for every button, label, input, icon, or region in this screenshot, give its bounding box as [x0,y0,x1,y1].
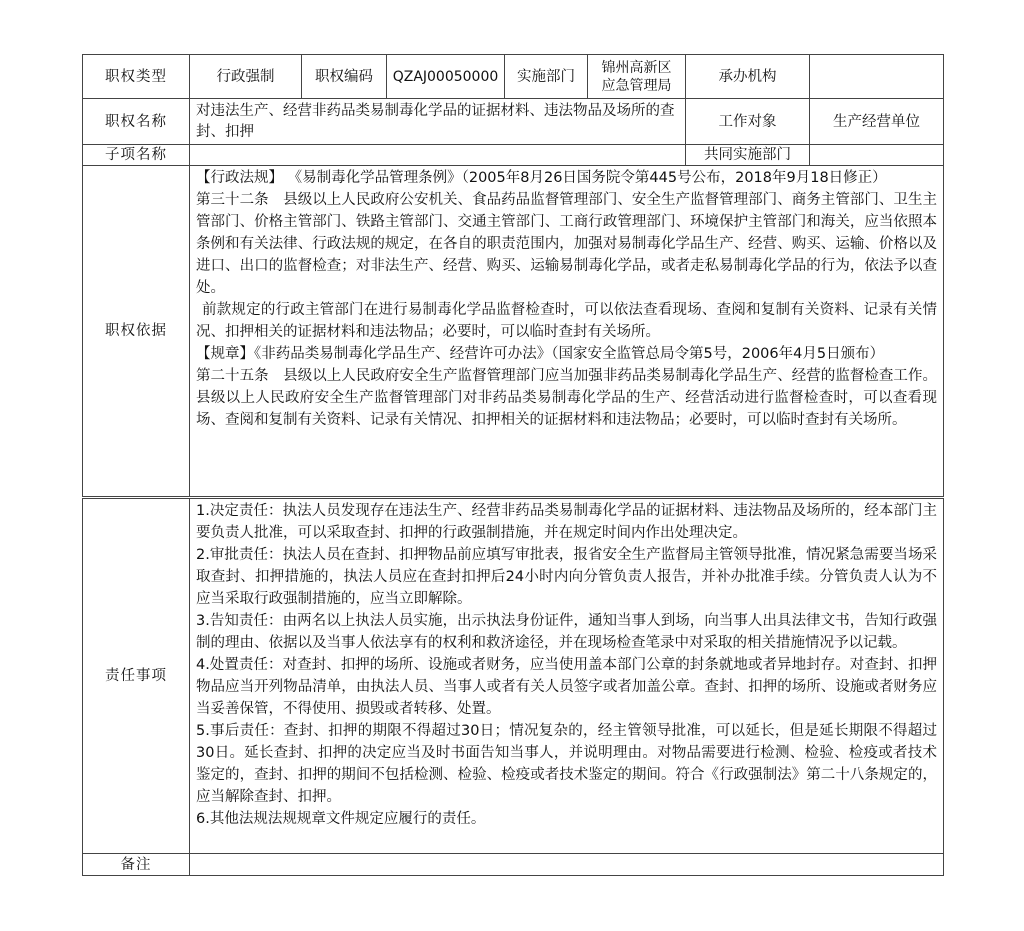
basis-paragraph: 【行政法规】 《易制毒化学品管理条例》（2005年8月26日国务院令第445号公布，2018年9月18日修正） [196,170,887,186]
duty-item: 5.事后责任：查封、扣押的期限不得超过30日；情况复杂的，经主管领导批准，可以延长，但是延长期限不得超过30日。延长查封、扣押的决定应当及时书面告知当事人，并说明理由。对物品需要进行检测、检验、检疫或者技术鉴定的，查封、扣押的期间不包括检测、检验、检疫或者技术鉴定的期间。符合《行政强制法》第二十八条规定的，应当解除查封、扣押。 [196,723,937,805]
row-basis [83,166,944,498]
basis-paragraph: 第二十五条 县级以上人民政府安全生产监督管理部门应当加强非药品类易制毒化学品生产、经营的监督检查工作。县级以上人民政府安全生产监督管理部门对非药品类易制毒化学品的生产、经营活动进行监督检查时，可以查看现场、查阅和复制有关资料、记录有关情况、扣押相关的证据材料和违法物品；必要时，可以临时查封有关场所。 [196,368,937,428]
basis-paragraph: 【规章】《非药品类易制毒化学品生产、经营许可办法》（国家安全监管总局令第5号，2006年4月5日颁布） [196,346,885,362]
dept-value: 锦州高新区应急管理局 [588,55,686,99]
duty-item: 1.决定责任：执法人员发现存在违法生产、经营非药品类易制毒化学品的证据材料、违法物品及场所的，经本部门主要负责人批准，可以采取查封、扣押的行政强制措施，并在规定时间内作出处理决定。 [196,503,937,541]
sub-value [190,145,686,166]
type-label: 职权类型 [83,55,190,99]
code-value: QZAJ00050000 [387,55,505,99]
org-value [810,55,944,99]
row-authority-type [83,55,944,99]
duties-text [190,498,944,854]
row-remark [83,854,944,876]
target-value: 生产经营单位 [810,99,944,145]
remark-label: 备注 [83,854,190,876]
duty-item: 4.处置责任：对查封、扣押的场所、设施或者财务，应当使用盖本部门公章的封条就地或者异地封存。对查封、扣押物品应当开列物品清单，由执法人员、当事人或者有关人员签字或者加盖公章。查封、扣押的场所、设施或者财务应当妥善保管，不得使用、损毁或者转移、处置。 [196,657,937,717]
duty-item: 3.告知责任：由两名以上执法人员实施，出示执法身份证件，通知当事人到场，向当事人出具法律文书，告知行政强制的理由、依据以及当事人依法享有的权利和救济途径，并在现场检查笔录中对采取的相关措施情况予以记载。 [196,613,937,651]
authority-table [82,54,944,876]
row-duties [83,498,944,854]
code-label: 职权编码 [302,55,387,99]
type-value: 行政强制 [190,55,302,99]
joint-value [810,145,944,166]
dept-label: 实施部门 [505,55,588,99]
row-sub-item [83,145,944,166]
basis-paragraph: 第三十二条 县级以上人民政府公安机关、食品药品监督管理部门、安全生产监督管理部门、商务主管部门、卫生主管部门、价格主管部门、铁路主管部门、交通主管部门、工商行政管理部门、环境保护主管部门和海关，应当依照本条例和有关法律、行政法规的规定，在各自的职责范围内，加强对易制毒化学品生产、经营、购买、运输、价格以及进口、出口的监督检查；对非法生产、经营、购买、运输易制毒化学品，或者走私易制毒化学品的行为，依法予以查处。 [196,192,937,296]
joint-label: 共同实施部门 [686,145,810,166]
target-label: 工作对象 [686,99,810,145]
basis-paragraph: 前款规定的行政主管部门在进行易制毒化学品监督检查时，可以依法查看现场、查阅和复制有关资料、记录有关情况、扣押相关的证据材料和违法物品；必要时，可以临时查封有关场所。 [196,302,937,340]
org-label: 承办机构 [686,55,810,99]
duties-label: 责任事项 [83,498,190,854]
name-label: 职权名称 [83,99,190,145]
basis-label: 职权依据 [83,166,190,498]
row-authority-name [83,99,944,145]
duty-item: 2.审批责任：执法人员在查封、扣押物品前应填写审批表，报省安全生产监督局主管领导批准，情况紧急需要当场采取查封、扣押措施的，执法人员应在查封扣押后24小时内向分管负责人报告，并补办批准手续。分管负责人认为不应当采取行政强制措施的，应当立即解除。 [196,547,937,607]
sub-label: 子项名称 [83,145,190,166]
duty-item: 6.其他法规法规规章文件规定应履行的责任。 [196,811,486,827]
basis-text [190,166,944,498]
remark-value [190,854,944,876]
name-value: 对违法生产、经营非药品类易制毒化学品的证据材料、违法物品及场所的查封、扣押 [190,99,686,145]
